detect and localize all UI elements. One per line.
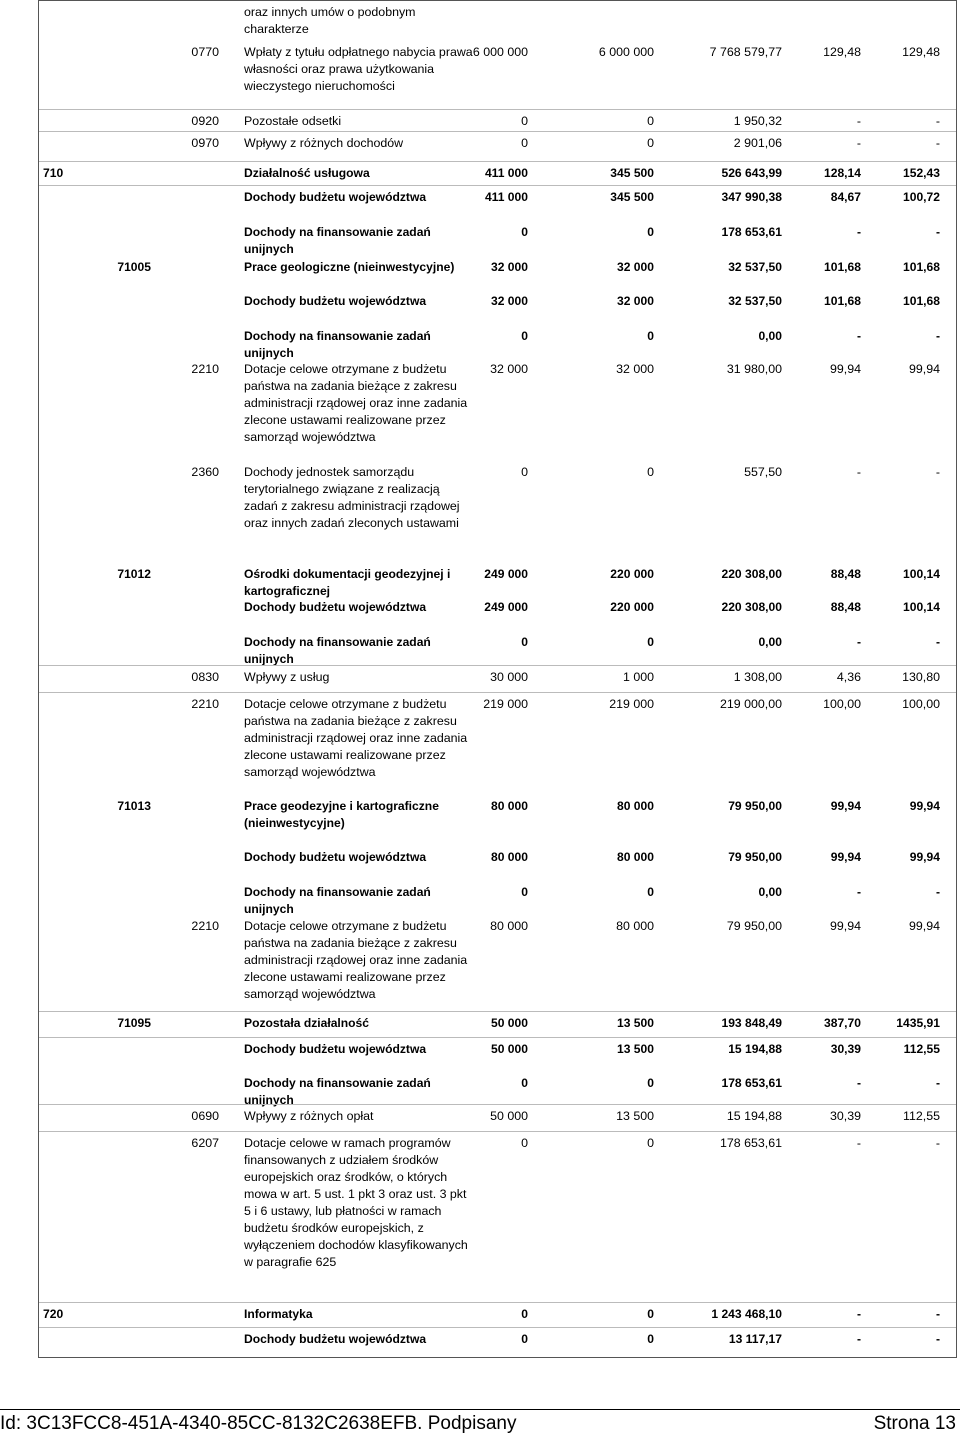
- plan-after-changes-cell: 32 000: [616, 362, 654, 376]
- plan-after-changes-cell: 0: [647, 225, 654, 239]
- name-cell: Informatyka: [244, 1307, 313, 1321]
- name-cell: Wpływy z usług: [244, 670, 330, 684]
- execution-cell: 557,50: [744, 465, 782, 479]
- name-cell: Dotacje celowe otrzymane z budżetu państwa na zadania bieżące z zakresu administracji rządowej oraz inne zadania zlecone ustawami realizowane przez samorząd województwa: [244, 362, 468, 444]
- plan-initial-cell: 0: [521, 225, 528, 239]
- table-row: [39, 1, 956, 41]
- table-row: [39, 358, 956, 461]
- percent-after-changes-cell: -: [935, 136, 940, 150]
- plan-after-changes-cell: 80 000: [617, 850, 654, 864]
- percent-after-changes-cell: -: [935, 329, 940, 343]
- plan-initial-cell: 0: [521, 1307, 528, 1321]
- table-row: [39, 846, 956, 881]
- name-cell: Dochody jednostek samorządu terytorialnego związane z realizacją zadań z zakresu administracji rządowej oraz innych zadań zleconych ustawami: [244, 465, 460, 530]
- paragraf-cell: 0830: [191, 670, 219, 684]
- name-cell: Dochody na finansowanie zadań unijnych: [244, 1076, 431, 1107]
- table-row: [39, 1011, 956, 1037]
- plan-after-changes-cell: 0: [647, 136, 654, 150]
- rozdzial-cell: 71005: [117, 260, 151, 274]
- execution-cell: 79 950,00: [726, 919, 782, 933]
- table-row: [39, 1104, 956, 1131]
- percent-after-changes-cell: 152,43: [903, 166, 940, 180]
- table-row: [39, 325, 956, 358]
- plan-after-changes-cell: 32 000: [617, 294, 654, 308]
- plan-initial-cell: 32 000: [491, 260, 528, 274]
- percent-after-changes-cell: 130,80: [902, 670, 940, 684]
- plan-after-changes-cell: 13 500: [617, 1042, 654, 1056]
- percent-initial-cell: -: [856, 635, 861, 649]
- plan-after-changes-cell: 13 500: [616, 1109, 654, 1123]
- dzial-cell: 710: [43, 166, 64, 180]
- percent-initial-cell: 99,94: [829, 362, 861, 376]
- percent-initial-cell: -: [856, 1332, 861, 1346]
- plan-initial-cell: 32 000: [491, 294, 528, 308]
- percent-after-changes-cell: 100,14: [903, 567, 940, 581]
- execution-cell: 219 000,00: [719, 697, 782, 711]
- name-cell: Dotacje celowe otrzymane z budżetu państwa na zadania bieżące z zakresu administracji rządowej oraz inne zadania zlecone ustawami realizowane przez samorząd województwa: [244, 697, 468, 779]
- percent-initial-cell: -: [856, 885, 861, 899]
- execution-cell: 178 653,61: [721, 225, 782, 239]
- table-row: [39, 109, 956, 131]
- paragraf-cell: 6207: [191, 1136, 219, 1150]
- percent-initial-cell: -: [856, 1136, 861, 1150]
- percent-after-changes-cell: 112,55: [903, 1042, 940, 1056]
- plan-initial-cell: 0: [521, 465, 528, 479]
- paragraf-cell: 2210: [191, 362, 219, 376]
- plan-after-changes-cell: 0: [647, 329, 654, 343]
- table-row: [39, 596, 956, 631]
- plan-initial-cell: 0: [521, 136, 528, 150]
- plan-after-changes-cell: 6 000 000: [598, 45, 654, 59]
- paragraf-cell: 2210: [191, 697, 219, 711]
- percent-after-changes-cell: 99,94: [909, 799, 940, 813]
- percent-initial-cell: 88,48: [830, 567, 861, 581]
- name-cell: Dochody budżetu województwa: [244, 600, 427, 614]
- rozdzial-cell: 71095: [117, 1016, 151, 1030]
- percent-after-changes-cell: -: [935, 1136, 940, 1150]
- percent-after-changes-cell: -: [935, 465, 940, 479]
- plan-after-changes-cell: 345 500: [610, 190, 654, 204]
- plan-after-changes-cell: 0: [647, 1307, 654, 1321]
- percent-initial-cell: 128,14: [824, 166, 861, 180]
- plan-after-changes-cell: 1 000: [622, 670, 654, 684]
- plan-initial-cell: 50 000: [490, 1109, 528, 1123]
- table-row: [39, 185, 956, 221]
- execution-cell: 526 643,99: [721, 166, 782, 180]
- plan-initial-cell: 0: [521, 1136, 528, 1150]
- percent-initial-cell: 30,39: [829, 1109, 861, 1123]
- plan-initial-cell: 249 000: [484, 600, 528, 614]
- execution-cell: 32 537,50: [728, 294, 782, 308]
- table-row: [39, 1327, 956, 1358]
- table-row: [39, 881, 956, 915]
- plan-initial-cell: 0: [521, 635, 528, 649]
- plan-after-changes-cell: 220 000: [610, 567, 654, 581]
- percent-after-changes-cell: -: [935, 885, 940, 899]
- execution-cell: 0,00: [758, 635, 782, 649]
- name-cell: Ośrodki dokumentacji geodezyjnej i kartograficznej: [244, 567, 451, 598]
- percent-initial-cell: 129,48: [823, 45, 861, 59]
- table-row: [39, 221, 956, 256]
- plan-initial-cell: 411 000: [484, 190, 528, 204]
- plan-initial-cell: 0: [521, 329, 528, 343]
- table-row: [39, 795, 956, 846]
- percent-initial-cell: 84,67: [830, 190, 861, 204]
- plan-initial-cell: 32 000: [490, 362, 528, 376]
- name-cell: Wpłaty z tytułu odpłatnego nabycia prawa własności oraz prawa użytkowania wieczystego nieruchomości: [244, 45, 473, 93]
- percent-initial-cell: 99,94: [829, 919, 861, 933]
- execution-cell: 1 950,32: [733, 114, 782, 128]
- execution-cell: 347 990,38: [721, 190, 782, 204]
- name-cell: Działalność usługowa: [244, 166, 370, 180]
- plan-after-changes-cell: 0: [647, 114, 654, 128]
- plan-after-changes-cell: 0: [647, 885, 654, 899]
- execution-cell: 2 901,06: [733, 136, 782, 150]
- percent-initial-cell: 88,48: [830, 600, 861, 614]
- table-row: [39, 1131, 956, 1302]
- name-cell: Dochody na finansowanie zadań unijnych: [244, 329, 431, 360]
- page-footer: [0, 1409, 960, 1435]
- name-cell: oraz innych umów o podobnym charakterze: [244, 5, 416, 36]
- plan-after-changes-cell: 220 000: [610, 600, 654, 614]
- name-cell: Wpływy z różnych dochodów: [244, 136, 404, 150]
- table-row: [39, 631, 956, 665]
- plan-after-changes-cell: 0: [647, 465, 654, 479]
- percent-after-changes-cell: 99,94: [908, 919, 940, 933]
- execution-cell: 1 308,00: [733, 670, 782, 684]
- page-number: Strona 13: [873, 1413, 956, 1434]
- plan-after-changes-cell: 32 000: [617, 260, 654, 274]
- name-cell: Dochody na finansowanie zadań unijnych: [244, 635, 431, 666]
- plan-initial-cell: 0: [521, 885, 528, 899]
- execution-cell: 32 537,50: [728, 260, 782, 274]
- plan-initial-cell: 249 000: [484, 567, 528, 581]
- name-cell: Dochody budżetu województwa: [244, 850, 427, 864]
- name-cell: Pozostała działalność: [244, 1016, 370, 1030]
- percent-after-changes-cell: 129,48: [902, 45, 940, 59]
- name-cell: Dochody budżetu województwa: [244, 190, 427, 204]
- budget-table: [38, 0, 957, 1358]
- plan-after-changes-cell: 0: [647, 1136, 654, 1150]
- plan-initial-cell: 80 000: [490, 919, 528, 933]
- plan-initial-cell: 219 000: [483, 697, 528, 711]
- plan-initial-cell: 50 000: [491, 1016, 528, 1030]
- plan-initial-cell: 80 000: [491, 799, 528, 813]
- plan-initial-cell: 411 000: [484, 166, 528, 180]
- execution-cell: 13 117,17: [728, 1332, 782, 1346]
- percent-after-changes-cell: 100,00: [902, 697, 940, 711]
- percent-initial-cell: -: [856, 1307, 861, 1321]
- execution-cell: 15 194,88: [728, 1042, 782, 1056]
- name-cell: Dochody na finansowanie zadań unijnych: [244, 885, 431, 916]
- paragraf-cell: 0970: [191, 136, 219, 150]
- name-cell: Pozostałe odsetki: [244, 114, 342, 128]
- table-row: [39, 1037, 956, 1072]
- name-cell: Dochody na finansowanie zadań unijnych: [244, 225, 431, 256]
- rozdzial-cell: 71013: [117, 799, 151, 813]
- percent-after-changes-cell: -: [935, 635, 940, 649]
- table-row: [39, 692, 956, 795]
- table-row: [39, 256, 956, 290]
- percent-initial-cell: -: [856, 225, 861, 239]
- plan-initial-cell: 0: [521, 1076, 528, 1090]
- paragraf-cell: 0770: [191, 45, 219, 59]
- table-row: [39, 131, 956, 161]
- execution-cell: 79 950,00: [728, 850, 782, 864]
- dzial-cell: 720: [43, 1307, 64, 1321]
- percent-after-changes-cell: -: [935, 114, 940, 128]
- percent-after-changes-cell: -: [935, 1332, 940, 1346]
- paragraf-cell: 2360: [191, 465, 219, 479]
- name-cell: Wpływy z różnych opłat: [244, 1109, 374, 1123]
- plan-after-changes-cell: 80 000: [617, 799, 654, 813]
- execution-cell: 7 768 579,77: [709, 45, 782, 59]
- name-cell: Dochody budżetu województwa: [244, 294, 427, 308]
- execution-cell: 31 980,00: [726, 362, 782, 376]
- table-row: [39, 290, 956, 325]
- percent-initial-cell: 387,70: [824, 1016, 861, 1030]
- percent-after-changes-cell: 1435,91: [896, 1016, 940, 1030]
- plan-after-changes-cell: 219 000: [609, 697, 654, 711]
- paragraf-cell: 0690: [191, 1109, 219, 1123]
- plan-initial-cell: 80 000: [491, 850, 528, 864]
- execution-cell: 220 308,00: [721, 600, 782, 614]
- percent-after-changes-cell: -: [935, 1307, 940, 1321]
- percent-initial-cell: -: [856, 114, 861, 128]
- percent-after-changes-cell: 100,14: [903, 600, 940, 614]
- execution-cell: 178 653,61: [719, 1136, 782, 1150]
- rozdzial-cell: 71012: [117, 567, 151, 581]
- plan-after-changes-cell: 345 500: [610, 166, 654, 180]
- percent-after-changes-cell: 101,68: [903, 260, 940, 274]
- percent-initial-cell: -: [856, 136, 861, 150]
- execution-cell: 193 848,49: [721, 1016, 782, 1030]
- document-id: Id: 3C13FCC8-451A-4340-85CC-8132C2638EFB. Podpisany: [0, 1413, 517, 1434]
- table-row: [39, 1072, 956, 1107]
- table-row: [39, 461, 956, 563]
- plan-after-changes-cell: 0: [647, 1332, 654, 1346]
- percent-initial-cell: 101,68: [824, 294, 861, 308]
- plan-initial-cell: 0: [521, 1332, 528, 1346]
- name-cell: Dotacje celowe otrzymane z budżetu państwa na zadania bieżące z zakresu administracji rządowej oraz inne zadania zlecone ustawami realizowane przez samorząd województwa: [244, 919, 468, 1001]
- percent-after-changes-cell: 100,72: [903, 190, 940, 204]
- table-row: [39, 41, 956, 109]
- plan-after-changes-cell: 0: [647, 1076, 654, 1090]
- percent-initial-cell: 100,00: [823, 697, 861, 711]
- percent-initial-cell: 101,68: [824, 260, 861, 274]
- name-cell: Prace geologiczne (nieinwestycyjne): [244, 260, 455, 274]
- plan-initial-cell: 0: [521, 114, 528, 128]
- percent-initial-cell: -: [856, 1076, 861, 1090]
- execution-cell: 0,00: [758, 329, 782, 343]
- execution-cell: 1 243 468,10: [711, 1307, 782, 1321]
- execution-cell: 79 950,00: [728, 799, 782, 813]
- percent-after-changes-cell: 101,68: [903, 294, 940, 308]
- execution-cell: 15 194,88: [726, 1109, 782, 1123]
- execution-cell: 220 308,00: [721, 567, 782, 581]
- percent-initial-cell: -: [856, 329, 861, 343]
- percent-initial-cell: -: [856, 465, 861, 479]
- plan-after-changes-cell: 0: [647, 635, 654, 649]
- plan-initial-cell: 50 000: [491, 1042, 528, 1056]
- name-cell: Prace geodezyjne i kartograficzne (nieinwestycyjne): [244, 799, 439, 830]
- plan-after-changes-cell: 13 500: [617, 1016, 654, 1030]
- table-row: [39, 563, 956, 596]
- percent-initial-cell: 99,94: [830, 799, 861, 813]
- table-row: [39, 161, 956, 185]
- name-cell: Dochody budżetu województwa: [244, 1332, 427, 1346]
- table-row: [39, 1302, 956, 1327]
- percent-after-changes-cell: 112,55: [903, 1109, 940, 1123]
- percent-initial-cell: 30,39: [830, 1042, 861, 1056]
- percent-after-changes-cell: -: [935, 225, 940, 239]
- plan-initial-cell: 30 000: [490, 670, 528, 684]
- name-cell: Dotacje celowe w ramach programów finansowanych z udziałem środków europejskich oraz środków, o których mowa w art. 5 ust. 1 pkt 3 oraz ust. 3 pkt 5 i 6 ustawy, lub płatności w ramach budżetu środków europejskich, z wyłączeniem dochodów klasyfikowanych w paragrafie 625: [244, 1136, 468, 1269]
- percent-initial-cell: 99,94: [830, 850, 861, 864]
- table-row: [39, 665, 956, 692]
- table-row: [39, 915, 956, 1011]
- name-cell: Dochody budżetu województwa: [244, 1042, 427, 1056]
- execution-cell: 0,00: [758, 885, 782, 899]
- percent-after-changes-cell: 99,94: [909, 850, 940, 864]
- paragraf-cell: 0920: [191, 114, 219, 128]
- percent-after-changes-cell: -: [935, 1076, 940, 1090]
- plan-after-changes-cell: 80 000: [616, 919, 654, 933]
- plan-initial-cell: 6 000 000: [472, 45, 528, 59]
- execution-cell: 178 653,61: [721, 1076, 782, 1090]
- percent-after-changes-cell: 99,94: [908, 362, 940, 376]
- paragraf-cell: 2210: [191, 919, 219, 933]
- percent-initial-cell: 4,36: [836, 670, 861, 684]
